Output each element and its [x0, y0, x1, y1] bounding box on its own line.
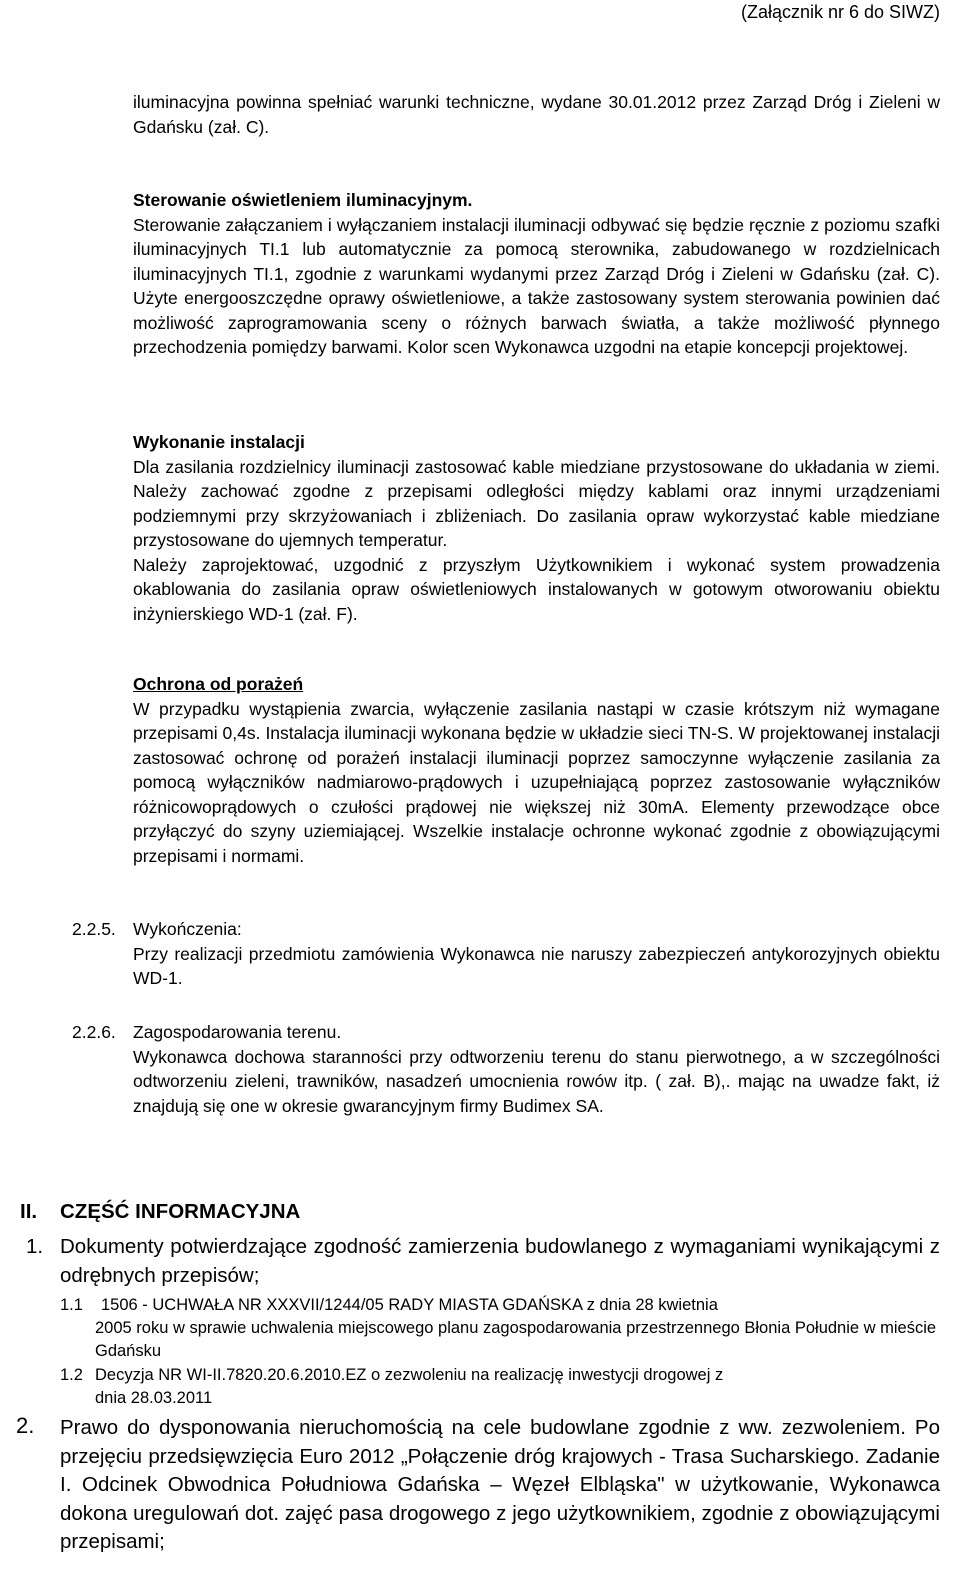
item2-text: Prawo do dysponowania nieruchomością na cele budowlane zgodnie z ww. zezwoleniem. Po przejęciu przedsięwzięcia Euro 2012 „Połączenie dróg krajowych - Trasa Sucharskiego. Zadanie I. Odcinek Obwodnica Południowa Gdańska – Węzeł Elbląska" w użytkowanie, Wykonawca dokona uregulowań dot. zajęć pasa drogowego z jego użytkownikiem, zgodnie z obowiązującymi przepisami;: [60, 1416, 940, 1553]
sub1-rest: 2005 roku w sprawie uchwalenia miejscowego planu zagospodarowania przestrzennego Błonia Południe w mieście Gdańsku: [95, 1319, 937, 1360]
land-number: 2.2.6.: [72, 1022, 116, 1042]
finishing-title: Wykończenia:: [133, 919, 242, 939]
control-text: Sterowanie załączaniem i wyłączaniem instalacji iluminacji odbywać się będzie ręcznie z poziomu szafki iluminacyjnych TI.1 lub automatycznie za pomocą sterownika, zabudowanego w rozdzielnicach iluminacyjnych TI.1, zgodnie z warunkami wydanymi przez Zarząd Dróg i Zieleni w Gdańsku (zał. C). Użyte energooszczędne oprawy oświetleniowe, a także zastosowany system sterowania powinien dać możliwość zaprogramowania sceny o różnych barwach światła, a także możliwość płynnego przechodzenia pomiędzy barwami. Kolor scen Wykonawca uzgodni na etapie koncepcji projektowej.: [133, 214, 940, 357]
sub2-number: 1.2: [60, 1366, 83, 1384]
protection-text: W przypadku wystąpienia zwarcia, wyłączenie zasilania nastąpi w czasie krótszym niż wymagane przepisami 0,4s. Instalacja iluminacji wykonana będzie w układzie sieci TN-S. W projektowanej instalacji zastosować ochronę od porażeń instalacji iluminacji poprzez samoczynne wyłączenie zasilania za pomocą wyłączników nadmiarowo-prądowych i uzupełniającą poprzez zastosowanie wyłączników różnicowoprądowych o czułości prądowej nie większej niż 30mA. Elementy przewodzące obce przyłączyć do szyny uziemiającej. Wszelkie instalacje ochronne wykonać zgodnie z obowiązującymi przepisami i normami.: [133, 698, 940, 866]
land-section: [133, 1020, 940, 1118]
protection-section: [133, 672, 940, 868]
land-text: Wykonawca dochowa staranności przy odtworzeniu terenu do stanu pierwotnego, a w szczególności odtworzeniu zieleni, trawników, nasadzeń umocnienia rowów itp. ( zał. B),. mając na uwadze fakt, iż znajdują się one w okresie gwarancyjnym firmy Budimex SA.: [133, 1046, 940, 1116]
installation-heading: Wykonanie instalacji: [133, 432, 305, 452]
item1-number: 1.: [26, 1235, 44, 1258]
item1-text: Dokumenty potwierdzające zgodność zamierzenia budowlanego z wymaganiami wynikającymi z odrębnych przepisów;: [60, 1235, 940, 1287]
part2-title: CZĘŚĆ INFORMACYJNA: [60, 1200, 301, 1223]
finishing-number: 2.2.5.: [72, 919, 116, 939]
sub2-line1: Decyzja NR WI-II.7820.20.6.2010.EZ o zezwoleniu na realizację inwestycji drogowej z: [95, 1366, 724, 1384]
land-title: Zagospodarowania terenu.: [133, 1022, 342, 1042]
sub1-number: 1.1: [60, 1296, 83, 1314]
item2-number: 2.: [16, 1413, 35, 1438]
intro-paragraph: [133, 90, 940, 139]
page-header: (Załącznik nr 6 do SIWZ): [740, 2, 940, 22]
intro-text: iluminacyjna powinna spełniać warunki techniczne, wydane 30.01.2012 przez Zarząd Dróg i Zieleni w Gdańsku (zał. C).: [133, 92, 940, 137]
sub2-rest: dnia 28.03.2011: [95, 1389, 213, 1407]
part2-roman: II.: [20, 1200, 38, 1223]
installation-text-1: Dla zasilania rozdzielnicy iluminacji zastosować kable miedziane przystosowane do układania w ziemi. Należy zachować zgodne z przepisami odległości między kablami oraz innymi urządzeniami podziemnymi przy skrzyżowaniach i zbliżeniach. Do zasilania opraw wykorzystać kable miedziane przystosowane do ujemnych temperatur.: [133, 456, 940, 550]
finishing-section: [133, 917, 940, 991]
sub1-line1: 1506 - UCHWAŁA NR XXXVII/1244/05 RADY MIASTA GDAŃSKA z dnia 28 kwietnia: [101, 1296, 718, 1314]
protection-heading: Ochrona od porażeń: [133, 674, 304, 694]
installation-section: [133, 430, 940, 626]
installation-text-2: Należy zaprojektować, uzgodnić z przyszłym Użytkownikiem i wykonać system prowadzenia okablowania do zasilania opraw oświetleniowych instalowanych w gotowym otworowaniu obiektu inżynierskiego WD-1 (zał. F).: [133, 554, 940, 624]
control-section: [133, 188, 940, 360]
control-heading: Sterowanie oświetleniem iluminacyjnym.: [133, 190, 473, 210]
finishing-text: Przy realizacji przedmiotu zamówienia Wykonawca nie naruszy zabezpieczeń antykorozyjnych obiektu WD-1.: [133, 943, 940, 988]
